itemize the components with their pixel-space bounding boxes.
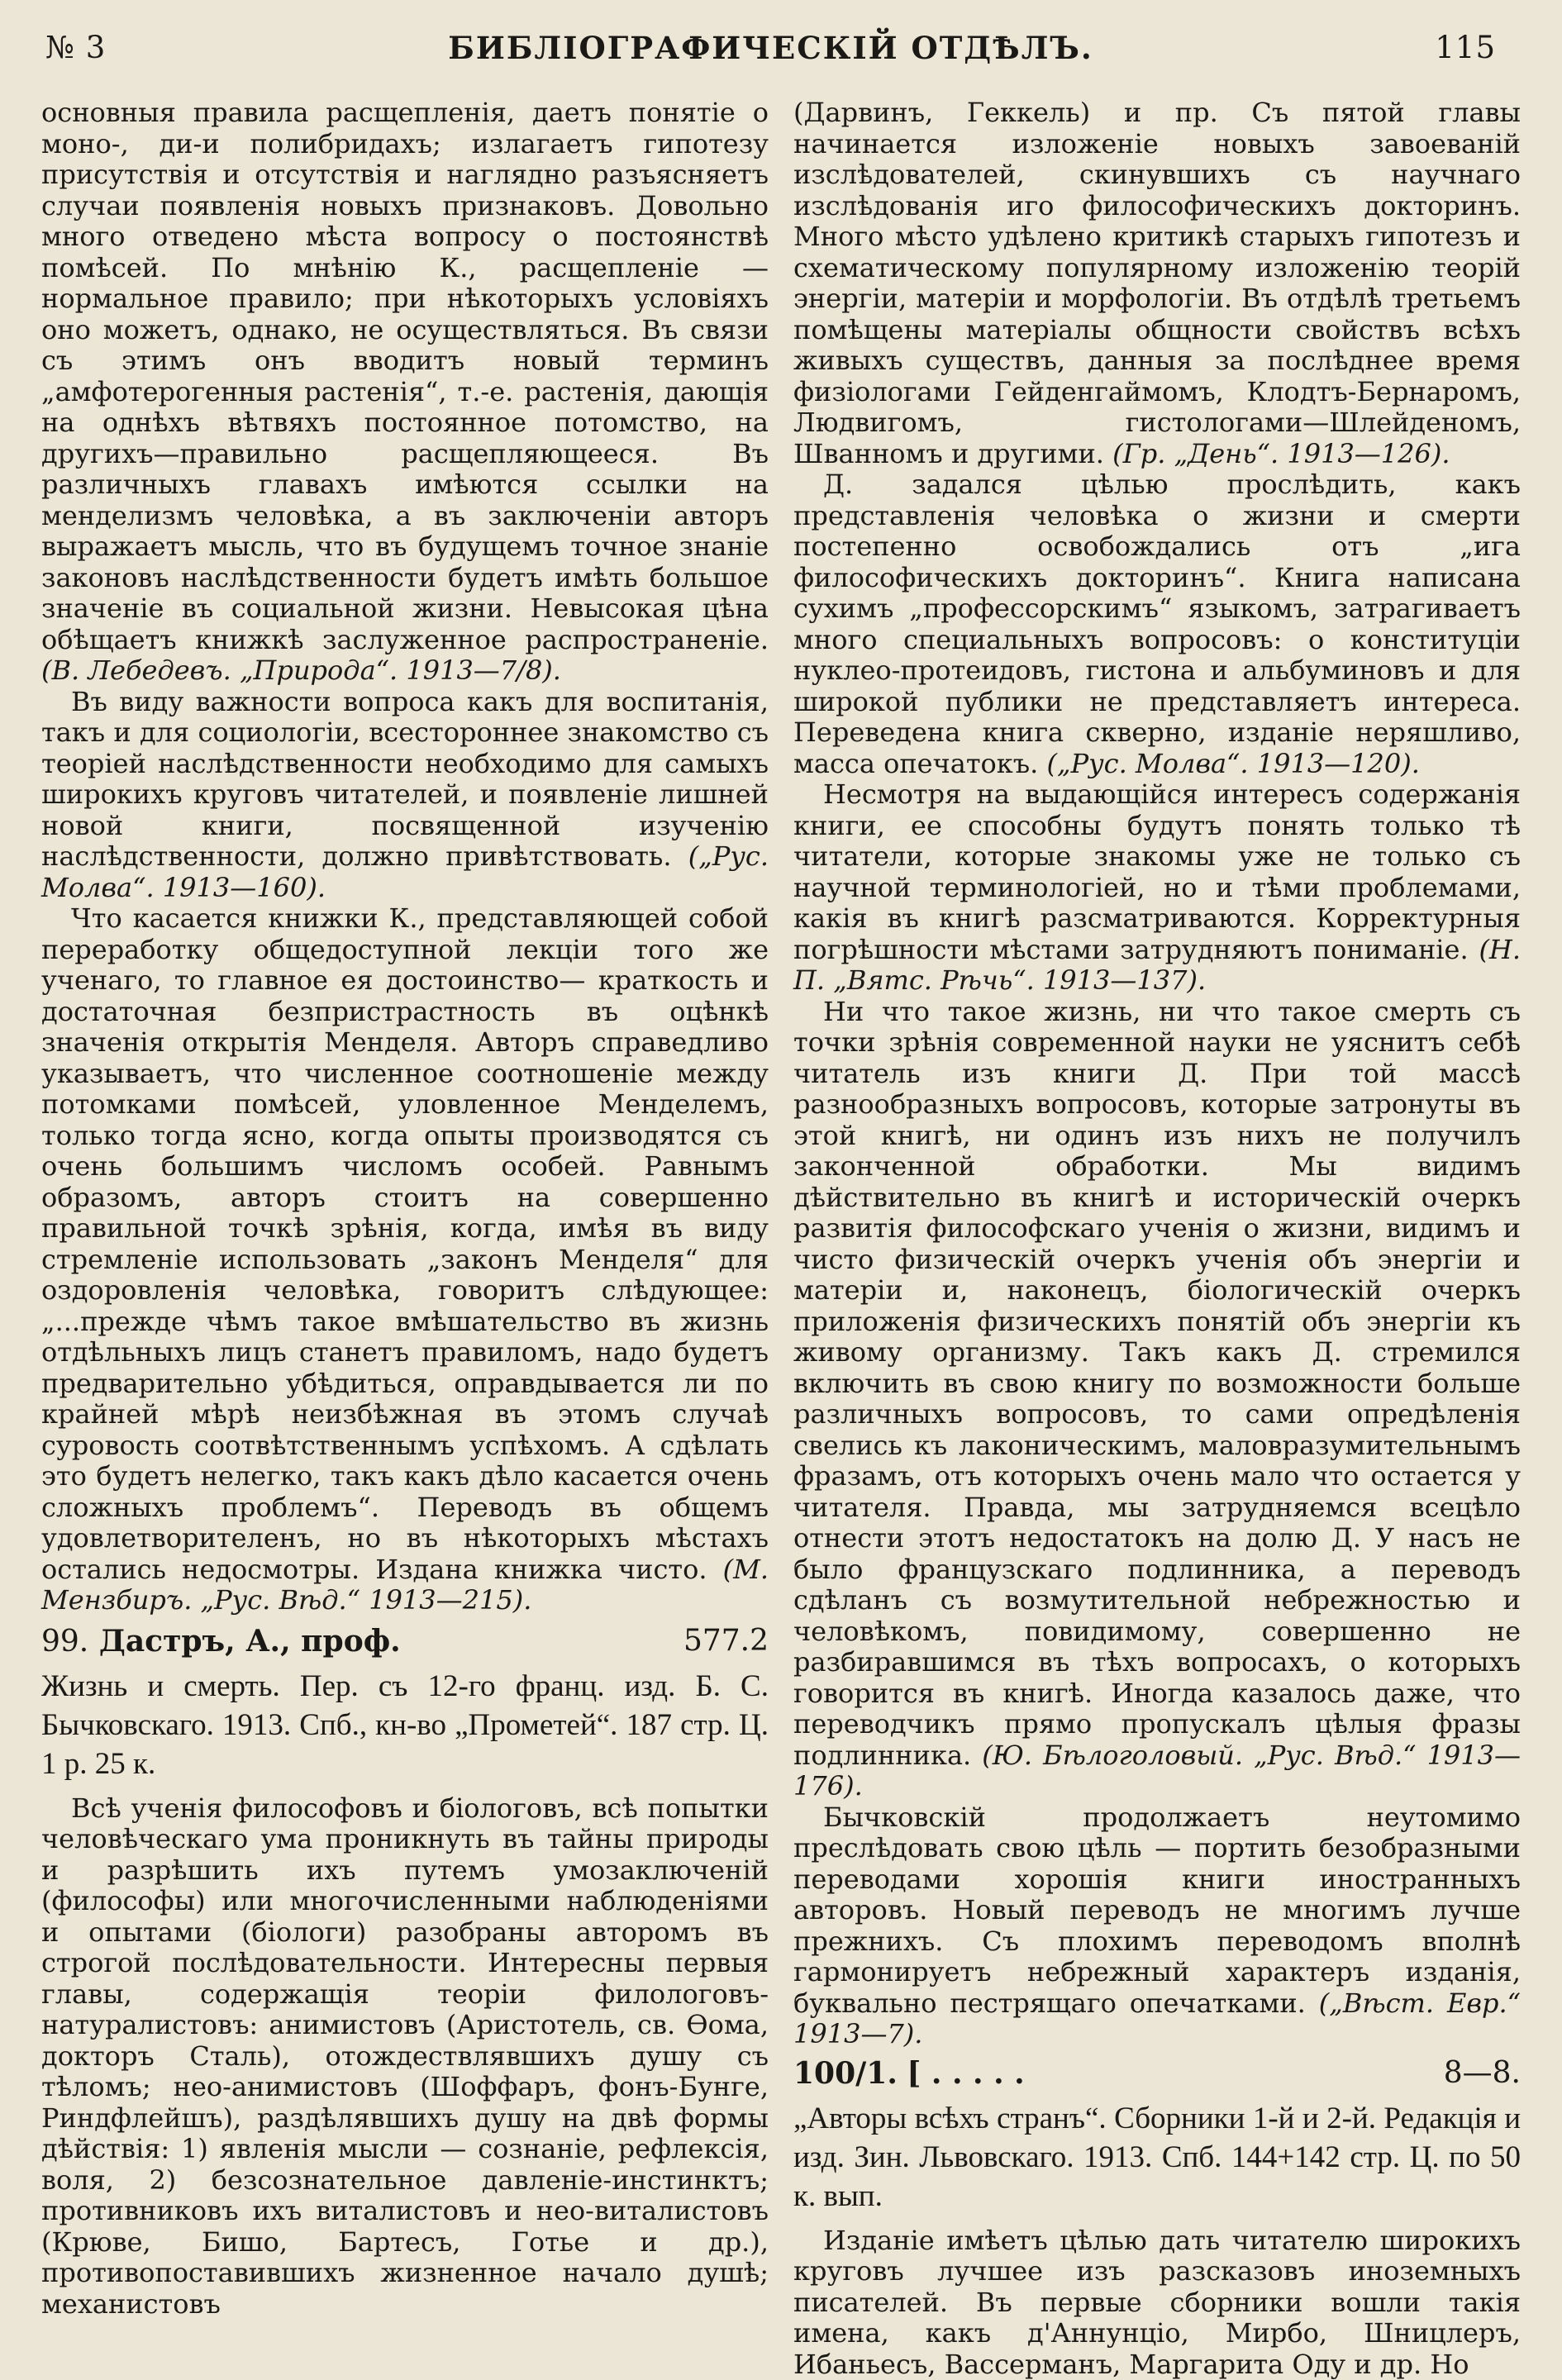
review-text: Что касается книжки К., представляющей собой переработку общедоступной лекцiи того же ученаго, то главное ея достоинство— краткость и достаточная безпристрастность въ оцѣнкѣ значенiя открытiя Менделя. Авторъ справедливо указываетъ, что численное соотношенiе между потомками помѣсей, уловленное Менделемъ, только тогда ясно, когда опыты производятся съ очень большимъ числомъ особей. Равнымъ образомъ, авторъ стоитъ на совершенно правильной точкѣ зрѣнiя, когда, имѣя въ виду стремленiе использовать „законъ Менделя“ для оздоровленiя человѣка, говоритъ слѣдующее: „...прежде чѣмъ такое вмѣшательство въ жизнь отдѣльныхъ лицъ станетъ правиломъ, надо будетъ предварительно убѣдиться, оправдывается ли по крайней мѣрѣ неизбѣжная въ этомъ случаѣ суровость соотвѣтственнымъ успѣхомъ. А сдѣлать это будетъ нелегко, такъ какъ дѣло касается очень сложныхъ проблемъ“. Переводъ въ общемъ удовлетворителенъ, но въ нѣкоторыхъ мѣстахъ остались недосмотры. Издана книжка чисто. xyxy=(41,902,769,1585)
entry-bibliographic-title: Жизнь и смерть. Пер. съ 12-го франц. изд. Б. С. Бычковскаго. 1913. Спб., кн-во „Прометей“. 187 стр. Ц. 1 р. 25 к. xyxy=(41,1667,769,1783)
entry-classification: 8—8. xyxy=(1444,2055,1521,2092)
review-paragraph xyxy=(793,2225,1521,2380)
review-paragraph xyxy=(793,779,1521,997)
review-paragraph xyxy=(41,98,769,687)
review-paragraph xyxy=(41,903,769,1616)
review-citation: (В. Лебедевъ. „Природа“. 1913—7/8). xyxy=(41,654,561,686)
review-citation: (Н. П. „Вятс. Рѣчь“. 1913—137). xyxy=(793,934,1521,997)
review-citation: („Рус. Молва“. 1913—120). xyxy=(1047,748,1420,779)
entry-bibliographic-title: „Авторы всѣхъ странъ“. Сборники 1-й и 2-й. Редакцiя и изд. Зин. Львовскаго. 1913. Спб. 144+142 стр. Ц. по 50 к. вып. xyxy=(793,2099,1521,2216)
review-text: Изданiе имѣетъ цѣлью дать читателю широкихъ круговъ лучшее изъ разсказовъ иноземныхъ писателей. Въ первые сборники вошли такiя имена, какъ д'Аннунцiо, Мирбо, Шницлеръ, Ибаньесъ, Вассерманъ, Маргарита Оду и др. Но xyxy=(793,2225,1521,2380)
entry-heading xyxy=(41,1623,769,1660)
review-citation: („Рус. Молва“. 1913—160). xyxy=(41,840,769,903)
review-paragraph xyxy=(793,997,1521,1802)
entry-rank: проф. xyxy=(301,1624,401,1659)
entry-author: Дастръ, А., xyxy=(99,1624,291,1659)
review-text: Д. задался цѣлью прослѣдить, какъ представленiя человѣка о жизни и смерти постепенно освобождались отъ „ига философическихъ докторинъ“. Книга написана сухимъ „профессорскимъ“ языкомъ, затрагиваетъ много специальныхъ вопросовъ: о конституцiи нуклео-протеидовъ, гистона и альбуминовъ и для широкой публики не представляетъ интереса. Переведена книга скверно, изданiе неряшливо, масса опечатокъ. xyxy=(793,469,1521,779)
review-paragraph xyxy=(793,1802,1521,2050)
review-text: Въ виду важности вопроса какъ для воспитанiя, такъ и для социологiи, всестороннее знакомство съ теорiей наслѣдственности необходимо для самыхъ широкихъ круговъ читателей, и появленiе лишней новой книги, посвященной изученiю наслѣдственности, должно привѣтствовать. xyxy=(41,686,769,873)
review-text: Бычковскiй продолжаетъ неутомимо преслѣдовать свою цѣль — портить безобразными переводами хорошiя книги иностранныхъ авторовъ. Новый переводъ не многимъ лучше прежнихъ. Съ плохимъ переводомъ вполнѣ гармонируетъ небрежный характеръ изданiя, буквально пестрящаго опечатками. xyxy=(793,1802,1521,2019)
section-title: БИБЛIОГРАФИЧЕСКIЙ ОТДѢЛЪ. xyxy=(45,30,1496,66)
entry-number: 99. xyxy=(41,1625,88,1659)
entry-number: 100/1. xyxy=(793,2056,898,2091)
review-text: Ни что такое жизнь, ни что такое смерть съ точки зрѣнiя современной науки не уяснитъ себѣ читатель изъ книги Д. При той массѣ разнообразныхъ вопросовъ, которые затронуты въ этой книгѣ, ни одинъ изъ нихъ не получилъ законченной обработки. Мы видимъ дѣйствительно въ книгѣ и историческiй очеркъ развитiя философскаго ученiя о жизни, видимъ и чисто физическiй очеркъ ученiя объ энергiи и матерiи и, наконецъ, бiологическiй очеркъ приложенiя физическихъ понятiй объ энергiи къ живому организму. Такъ какъ Д. стремился включить въ свою книгу по возможности больше различныхъ вопросовъ, то сами опредѣленiя свелись къ лаконическимъ, маловразумительнымъ фразамъ, отъ которыхъ очень мало что остается у читателя. Правда, мы затрудняемся всецѣло отнести этотъ недостатокъ на долю Д. У насъ не было французскаго подлинника, а переводъ сдѣланъ съ возмутительной небрежностью и человѣкомъ, повидимому, совершенно не разбиравшимся въ тѣхъ вопросахъ, о которыхъ говорится въ книгѣ. Иногда казалось даже, что переводчикъ прямо пропускалъ цѣлыя фразы подлинника. xyxy=(793,996,1521,1771)
review-text: Всѣ ученiя философовъ и бiологовъ, всѣ попытки человѣческаго ума проникнуть въ тайны природы и разрѣшить ихъ путемъ умозаключенiй (философы) или многочисленными наблюденiями и опытами (бiологи) разобраны авторомъ въ строгой послѣдовательности. Интересны первыя главы, содержащiя теорiи филологовъ-натуралистовъ: анимистовъ (Аристотель, св. Ѳома, докторъ Сталь), отождествлявшихъ душу съ тѣломъ; нео-анимистовъ (Шоффаръ, фонъ-Бунге, Риндфлейшъ), раздѣлявшихъ душу на двѣ формы дѣйствiя: 1) явленiя мысли — сознанiе, рефлексiя, воля, 2) безсознательное давленiе-инстинктъ; противниковъ ихъ виталистовъ и нео-виталистовъ (Крюве, Бишо, Бартесъ, Готье и др.), противопоставившихъ жизненное начало душѣ; механистовъ xyxy=(41,1792,769,2320)
review-text: (Дарвинъ, Геккель) и пр. Съ пятой главы начинается изложенiе новыхъ завоеванiй изслѣдователей, скинувшихъ съ научнаго изслѣдованiя иго философическихъ докторинъ. Много мѣсто удѣлено критикѣ старыхъ гипотезъ и схематическому популярному изложенiю теорiй энергiи, матерiи и морфологiи. Въ отдѣлѣ третьемъ помѣщены матерiалы общности свойствъ всѣхъ живыхъ существъ, данныя за послѣднее время физiологами Гейденгаймомъ, Клодтъ-Бернаромъ, Людвигомъ, гистологами—Шлейденомъ, Шванномъ и другими. xyxy=(793,97,1521,469)
review-paragraph xyxy=(41,1793,769,2320)
issue-number: № 3 xyxy=(45,30,106,65)
review-citation: (Гр. „День“. 1913—126). xyxy=(1112,438,1450,469)
review-paragraph xyxy=(793,98,1521,469)
review-paragraph xyxy=(41,687,769,904)
entry-heading xyxy=(793,2055,1521,2092)
review-citation: („Вѣст. Евр.“ 1913—7). xyxy=(793,1987,1521,2050)
page-header xyxy=(45,23,1496,81)
review-citation: (Ю. Бѣлоголовый. „Рус. Вѣд.“ 1913—176). xyxy=(793,1740,1521,1802)
right-column xyxy=(793,98,1521,2380)
entry-author: [ . . . . . xyxy=(907,2056,1024,2091)
left-column xyxy=(41,98,769,2320)
page-number: 115 xyxy=(1435,30,1496,65)
review-text: Несмотря на выдающiйся интересъ содержанiя книги, ее способны будутъ понять только тѣ читатели, которые знакомы уже не только съ научной терминологiей, но и тѣми проблемами, какiя въ книгѣ разсматриваются. Корректурныя погрѣшности мѣстами затрудняютъ пониманiе. xyxy=(793,778,1521,965)
review-text: основныя правила расщепленiя, даетъ понятiе о моно-, ди-и полибридахъ; излагаетъ гипотезу присутствiя и отсутствiя и наглядно разъясняетъ случаи появленiя новыхъ признаковъ. Довольно много отведено мѣста вопросу о постоянствѣ помѣсей. По мнѣнiю К., расщепленiе — нормальное правило; при нѣкоторыхъ условiяхъ оно можетъ, однако, не осуществляться. Въ связи съ этимъ онъ вводитъ новый терминъ „амфотерогенныя растенiя“, т.-е. растенiя, дающiя на однѣхъ вѣтвяхъ постоянное потомство, на другихъ—правильно расщепляющееся. Въ различныхъ главахъ имѣются ссылки на менделизмъ человѣка, а въ заключенiи авторъ выражаетъ мысль, что въ будущемъ точное знанiе законовъ наслѣдственности будетъ имѣть большое значенiе въ социальной жизни. Невысокая цѣна обѣщаетъ книжкѣ заслуженное распространенiе. xyxy=(41,97,769,655)
review-citation: (М. Мензбиръ. „Рус. Вѣд.“ 1913—215). xyxy=(41,1554,769,1616)
review-paragraph xyxy=(793,469,1521,779)
entry-classification: 577.2 xyxy=(683,1623,769,1660)
